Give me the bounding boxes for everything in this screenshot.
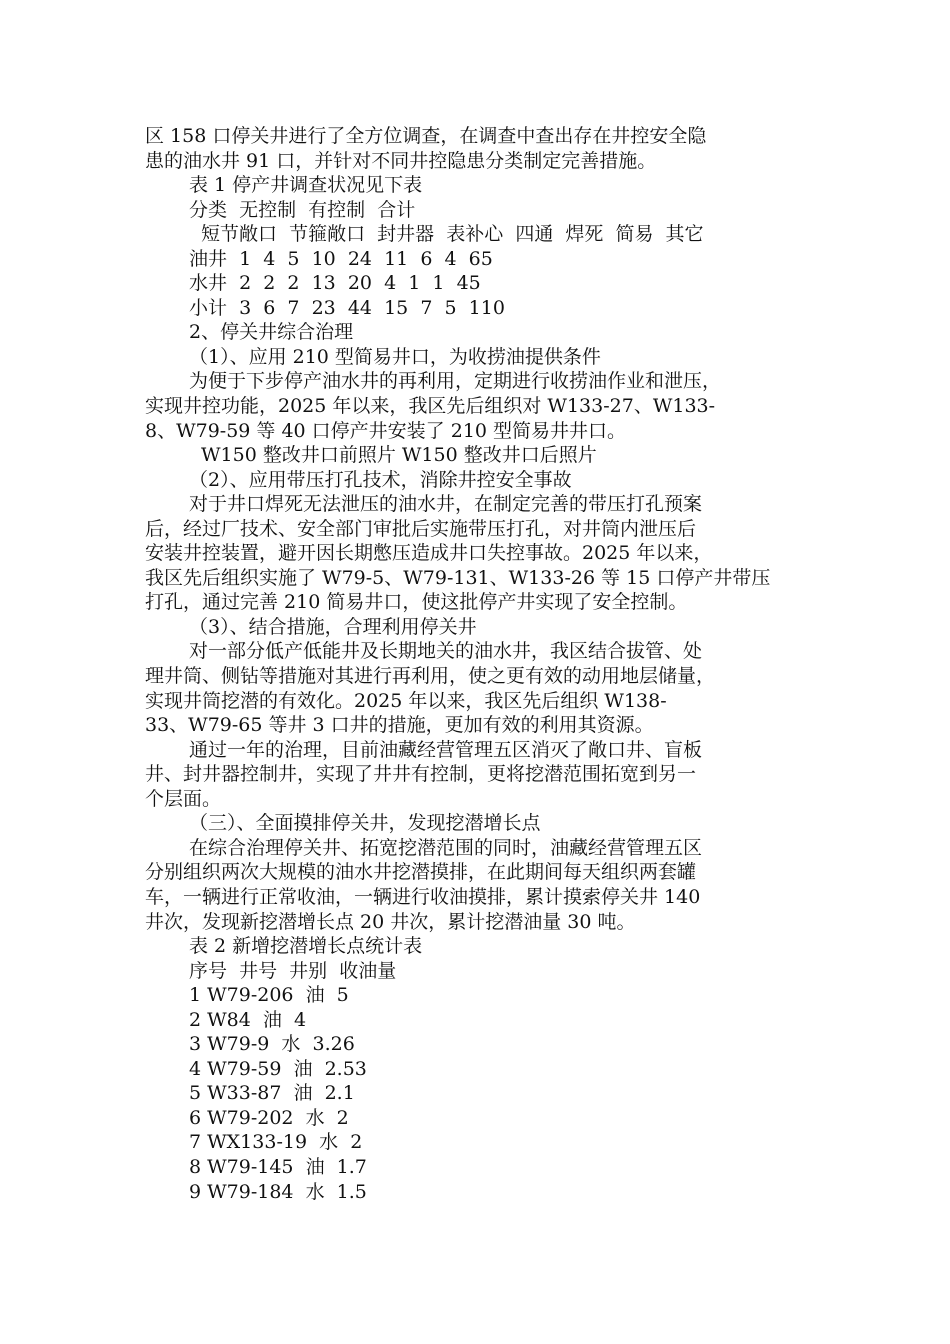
text-line: 油井 1 4 5 10 24 11 6 4 65 [189,247,493,270]
text-line: 实现井筒挖潜的有效化。2025 年以来，我区先后组织 W138- [145,689,667,712]
text-line: 分类 无控制 有控制 合计 [189,198,416,221]
text-line: 安装井控装置，避开因长期憋压造成井口失控事故。2025 年以来， [145,542,713,565]
text-line: 水井 2 2 2 13 20 4 1 1 45 [189,272,481,295]
text-line: 短节敞口 节箍敞口 封井器 表补心 四通 焊死 简易 其它 [201,223,704,246]
text-line: 实现井控功能，2025 年以来，我区先后组织对 W133-27、W133- [145,395,716,418]
text-line: 3 W79-9 水 3.26 [189,1033,355,1056]
text-line: 患的油水井 91 口，并针对不同井控隐患分类制定完善措施。 [145,149,657,172]
text-line: 1 W79-206 油 5 [189,984,349,1007]
text-line: 对一部分低产低能井及长期地关的油水井，我区结合拔管、处 [189,640,703,663]
text-line: 表 1 停产井调查状况见下表 [189,174,423,197]
text-line: W150 整改井口前照片 W150 整改井口后照片 [201,444,597,467]
text-line: （2）、应用带压打孔技术，消除井控安全事故 [189,468,572,491]
text-line: 在综合治理停关井、拓宽挖潜范围的同时，油藏经营管理五区 [189,836,703,859]
text-line: 小计 3 6 7 23 44 15 7 5 110 [189,296,505,319]
text-line: 4 W79-59 油 2.53 [189,1057,367,1080]
text-line: 表 2 新增挖潜增长点统计表 [189,935,423,958]
text-line: 井、封井器控制井，实现了井井有控制，更将挖潜范围拓宽到另一 [145,763,697,786]
text-line: 2 W84 油 4 [189,1008,307,1031]
text-line: 我区先后组织实施了 W79-5、W79-131、W133-26 等 15 口停产井带压 [145,566,771,589]
text-line: （1）、应用 210 型简易井口，为收捞油提供条件 [189,345,601,368]
text-line: 2、停关井综合治理 [189,321,354,344]
text-line: 通过一年的治理，目前油藏经营管理五区消灭了敞口井、盲板 [189,738,703,761]
text-line: 后，经过厂技术、安全部门审批后实施带压打孔，对井筒内泄压后 [145,517,697,540]
text-line: 个层面。 [145,787,222,810]
text-line: （3）、结合措施，合理利用停关井 [189,615,477,638]
text-line: 7 WX133-19 水 2 [189,1131,363,1154]
document-body [145,124,815,1204]
text-line: 对于井口焊死无法泄压的油水井，在制定完善的带压打孔预案 [189,493,703,516]
text-line: 打孔，通过完善 210 简易井口，使这批停产井实现了安全控制。 [145,591,688,614]
text-line: 分别组织两次大规模的油水井挖潜摸排，在此期间每天组织两套罐 [145,861,697,884]
text-line: 车，一辆进行正常收油，一辆进行收油摸排，累计摸索停关井 140 [145,885,701,908]
text-line: 为便于下步停产油水井的再利用，定期进行收捞油作业和泄压， [189,370,722,393]
text-line: 8、W79-59 等 40 口停产井安装了 210 型简易井井口。 [145,419,627,442]
text-line: 理井筒、侧钻等措施对其进行再利用，使之更有效的动用地层储量， [145,665,716,688]
text-line: 8 W79-145 油 1.7 [189,1155,367,1178]
text-line: 6 W79-202 水 2 [189,1106,349,1129]
text-line: 区 158 口停关井进行了全方位调查，在调查中查出存在井控安全隐 [145,125,707,147]
text-line: 井次，发现新挖潜增长点 20 井次，累计挖潜油量 30 吨。 [145,910,636,933]
text-line: 33、W79-65 等井 3 口井的措施，更加有效的利用其资源。 [145,714,654,737]
text-line: （三）、全面摸排停关井，发现挖潜增长点 [189,812,541,835]
text-line: 9 W79-184 水 1.5 [189,1180,367,1203]
text-line: 序号 井号 井别 收油量 [189,959,397,982]
text-line: 5 W33-87 油 2.1 [189,1082,355,1105]
